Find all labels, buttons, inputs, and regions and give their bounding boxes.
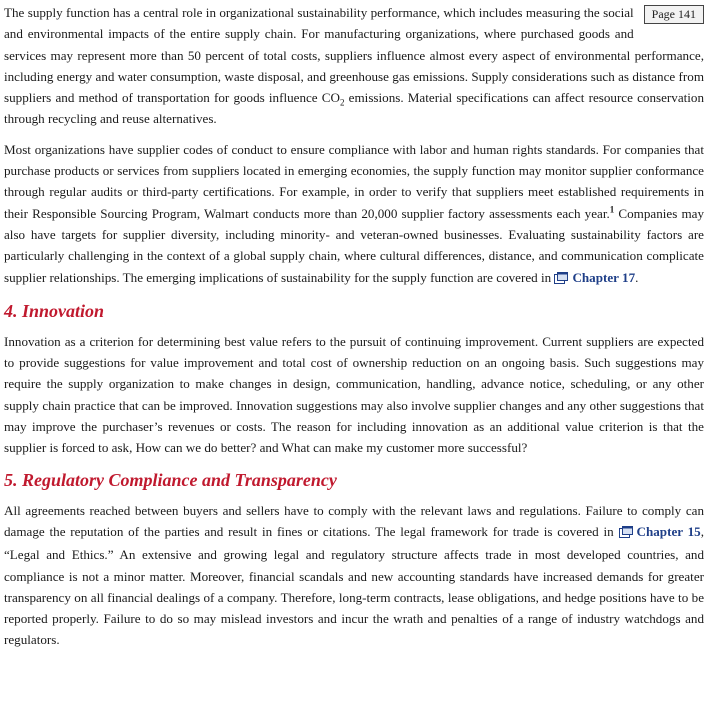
page-number-badge: Page 141 [644, 5, 704, 24]
paragraph-regulatory [4, 500, 704, 651]
paragraph-text: All agreements reached between buyers and sellers have to comply with the relevant laws and regulations. Failure to comply can damage the reputation of the parties and result in fines or citations. The legal framework for trade is covered in [4, 502, 704, 539]
external-window-icon [554, 269, 568, 290]
paragraph-text: Most organizations have supplier codes of conduct to ensure compliance with labor and human rights standards. For companies that purchase products or services from suppliers located in emerging economies, the supply function may monitor supplier conformance through regular audits or third-party certifications. For example, in order to verify that suppliers meet established requirements in their Responsible Sourcing Program, Walmart conducts more than 20,000 supplier factory assessments each year. [4, 141, 704, 221]
subscript-2: 2 [340, 97, 345, 108]
external-window-icon [619, 523, 633, 544]
paragraph-innovation [4, 331, 704, 459]
paragraph-supply-sustainability [4, 2, 704, 130]
paragraph-text: emissions. Material specifications can affect resource conservation through recycling and reuse alternatives. [4, 90, 705, 127]
paragraph-text: Companies may also have targets for supplier diversity, including minority- and veteran-owned businesses. Evaluating sustainability factors are particularly challenging in the context of a global supply chain, where cultural differences, distance, and communication complicate supplier relationships. The emerging implications of sustainability for the supply function are covered in [4, 205, 704, 285]
chapter-17-link[interactable] [554, 270, 635, 285]
paragraph-text: The supply function has a central role in organizational sustainability performance, which includes measuring the social and environmental impacts of the entire supply chain. For manufacturing organizations, where purchased goods and services may represent more than 50 percent of total costs, suppliers influence almost every aspect of environmental performance, including energy and water consumption, waste disposal, and greenhouse gas emissions. Supply considerations such as distance from suppliers and method of transportation for goods influence CO [4, 5, 704, 106]
paragraph-text: , “Legal and Ethics.” An extensive and growing legal and regulatory structure affects trade in most developed countries, and compliance is not a minor matter. Moreover, financial scandals and new accounting standards have increased demands for greater transparency on all financial dealings of a company. Therefore, long-term contracts, lease obligations, and hedge positions have to be reported properly. Failure to do so may mislead investors and incur the wrath and penalties of a range of industry watchdogs and regulators. [4, 523, 705, 648]
section-heading-regulatory: 5. Regulatory Compliance and Transparency [4, 469, 337, 490]
section-heading-innovation: 4. Innovation [4, 300, 105, 321]
paragraph-text: . [635, 269, 639, 285]
chapter-17-link-label[interactable]: Chapter 17 [572, 269, 636, 285]
footnote-marker[interactable]: 1 [609, 204, 615, 215]
paragraph-supplier-codes [4, 139, 704, 290]
document-page [4, 2, 704, 660]
chapter-15-link[interactable] [619, 524, 701, 539]
chapter-15-link-label[interactable]: Chapter 15 [636, 523, 701, 539]
paragraph-text: Innovation as a criterion for determining best value refers to the pursuit of continuing improvement. Current suppliers are expected to provide suggestions for value improvement and total cost of ownership reduction on an ongoing basis. Such suggestions may require the supply organization to make changes in design, communication, handling, advance notice, scheduling, or any other supply chain practice that can be improved. Innovation suggestions may also involve supplier changes and any other suggestions that may improve the purchaser’s revenues or costs. The reason for including innovation as an additional value criterion is that the supplier is forced to ask, How can we do better? and What can make my customer more successful? [4, 333, 704, 456]
